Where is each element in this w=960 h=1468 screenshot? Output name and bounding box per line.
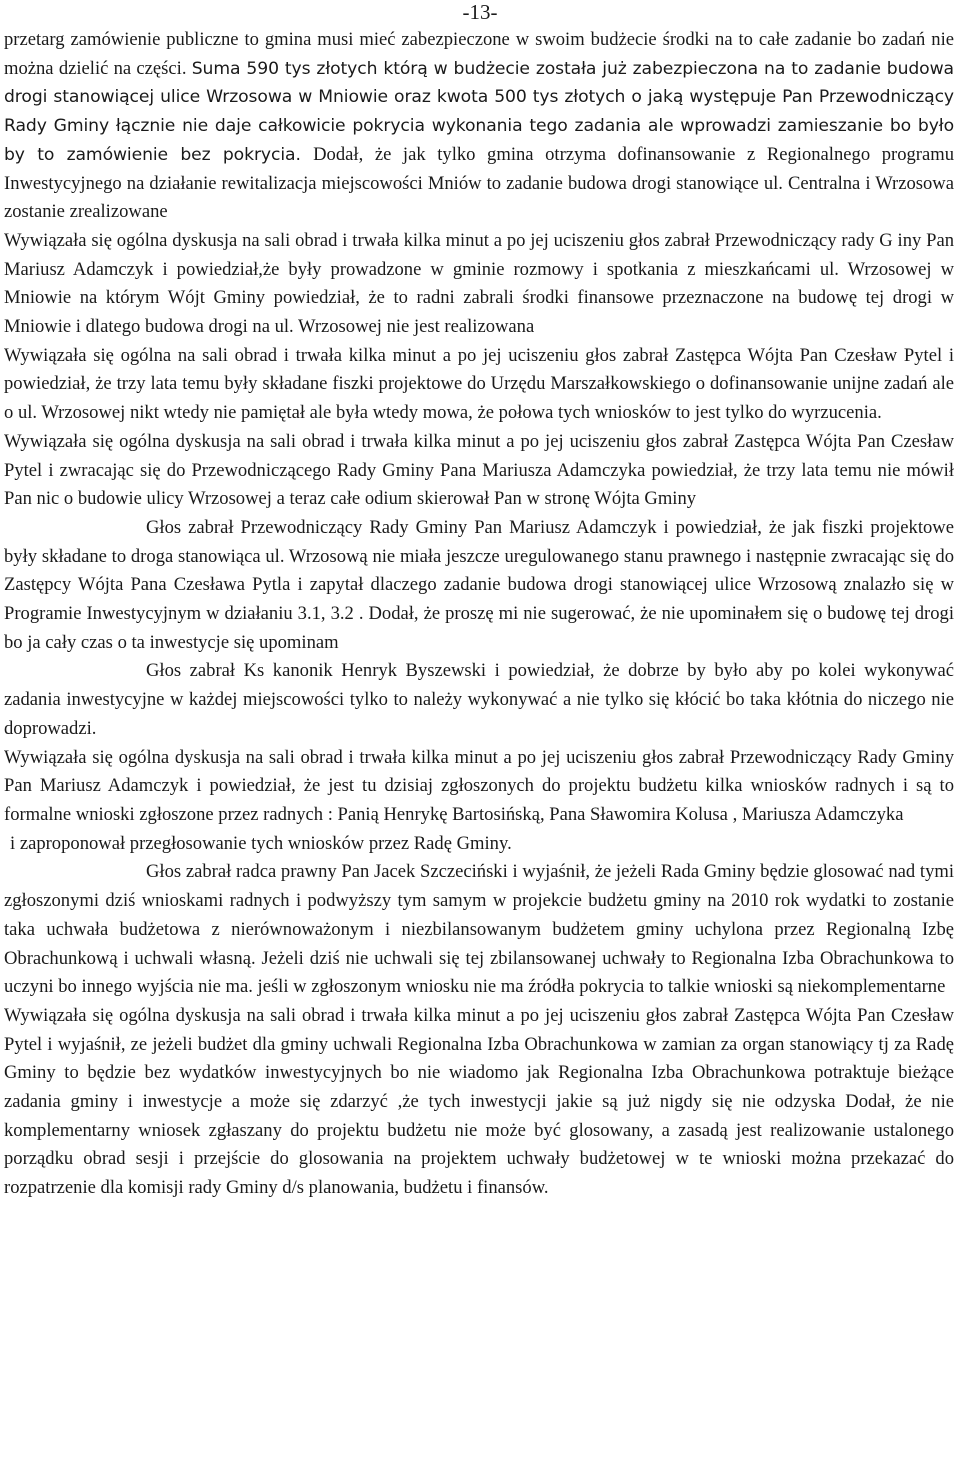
paragraph-text: Wywiązała się ogólna na sali obrad i trwała kilka minut a po jej uciszeniu głos zabrał Zastępca Wójta Pan Czesław Pytel i powiedział, że trzy lata temu były składane fiszki projektowe do Urzędu Marszałkowskiego o dofinansowanie unijne zadań ale o ul. Wrzosowej nikt wtedy nie pamiętał ale była wtedy mowa, że połowa tych wniosków to jest tylko do wyrzucenia. [4,344,954,424]
paragraph [4,227,954,342]
paragraph [4,657,954,743]
paragraph [4,428,954,514]
paragraph-text: Głos zabrał radca prawny Pan Jacek Szczeciński i wyjaśnił, że jeżeli Rada Gminy będzie glosować nad tymi zgłoszonymi dziś wnioskami radnych i podwyższy tym samym w projekcie budżetu gminy na 2010 rok wydatki to zostanie taka uchwała budżetowa z nierównoważonym i niezbilansowanym budżetem gminy uchylona przez Regionalną Izbę Obrachunkową i uchwali własną. Jeżeli dziś nie uchwali się tej zbilansowanej uchwały to Regionalna Izba Obrachunkowa to uczyni bo innego wyjścia nie ma. jeśli w zgłoszonym wniosku nie ma źródła pokrycia to talkie wnioski są niekomplementarne [4,861,954,998]
paragraph-text: Suma 590 tys złotych którą w budżecie została już zabezpieczona na to zadanie budowa drogi stanowiącej ulice Wrzosowa w Mniowie oraz kwota 500 tys złotych o jaką występuje Pan Przewodniczący Rady Gminy łącznie nie daje całkowicie pokrycia wykonania tego zadania ale wprowadzi zamieszanie bo było by to zamówienie bez pokrycia. [4,58,954,165]
paragraph [4,744,954,830]
paragraph-text: Głos zabrał Przewodniczący Rady Gminy Pan Mariusz Adamczyk i powiedział, że jak fiszki projektowe były składane to droga stanowiąca ul. Wrzosową nie miała jeszcze uregulowanego stanu prawnego i następnie zwracając się do Zastępcy Wójta Pana Czesława Pytla i zapytał dlaczego zadanie budowa drogi stanowiącej ulice Wrzosową znalazło się w Programie Inwestycyjnym w działaniu 3.1, 3.2 . Dodał, że proszę mi nie sugerować, że nie upominałem się o budowę tej drogi bo ja cały czas o ta inwestycje się upominam [4,516,954,653]
paragraph-text: przetarg zamówienie publiczne to gmina musi mieć zabezpieczone w swoim budżecie środki na to całe zadanie bo zadań nie można dzielić na części. [4,29,954,79]
paragraph-text: Głos zabrał Ks kanonik Henryk Byszewski i powiedział, że dobrze by było aby po kolei wykonywać zadania inwestycyjne w każdej miejscowości tylko to należy wykonywać a nie tylko się kłócić bo taka kłótnia do niczego nie doprowadzi. [4,660,954,739]
paragraph [4,830,954,859]
paragraph-text: i zaproponował przegłosowanie tych wniosków przez Radę Gminy. [10,832,512,854]
paragraph-text: Wywiązała się ogólna dyskusja na sali obrad i trwała kilka minut a po jej uciszeniu głos zabrał Przewodniczący Rady Gminy Pan Mariusz Adamczyk i powiedział, że jest tu dzisiaj zgłoszonych do projektu budżetu kilka wniosków radnych i są to formalne wnioski zgłoszone przez radnych : Panią Henrykę Bartosińską, Pana Sławomira Kolusa , Mariusza Adamczyka [4,746,954,825]
paragraph [4,342,954,428]
paragraph [4,26,954,227]
page-number: -13- [462,0,498,24]
paragraph [4,514,954,658]
paragraph-text: Wywiązała się ogólna dyskusja na sali obrad i trwała kilka minut a po jej uciszeniu głos zabrał Zastępca Wójta Pan Czesław Pytel i wyjaśnił, ze jeżeli budżet dla gminy uchwali Regionalna Izba Obrachunkowa w zamian za organ stanowiący tj za Radę Gminy to będzie bez wydatków inwestycyjnych bo nie wiadomo jak Regionalna Izba Obrachunkowa potraktuje bieżące zadania gminy i inwestycje a może się zdarzyć ,że tych inwestycji jakie są już nigdy się nie odzyska Dodał, że nie komplementarny wniosek zgłaszany do projektu budżetu nie może być glosowany, a zasadą jest realizowanie ustalonego porządku obrad sesji i przejście do glosowania na projektem uchwały budżetowej w te wnioski można przekazać do rozpatrzenie dla komisji rady Gminy d/s planowania, budżetu i finansów. [4,1004,954,1199]
paragraph-text: Dodał, że jak tylko gmina otrzyma dofinansowanie z Regionalnego programu Inwestycyjnego na działanie rewitalizacja miejscowości Mniów to zadanie budowa drogi stanowiące ul. Centralna i Wrzosowa zostanie zrealizowane [4,143,954,223]
document-body [4,26,954,1203]
paragraph-text: Wywiązała się ogólna dyskusja na sali obrad i trwała kilka minut a po jej uciszeniu głos zabrał Przewodniczący rady G iny Pan Mariusz Adamczyk i powiedział,że były prowadzone w gminie rozmowy i spotkania z mieszkańcami ul. Wrzosowej w Mniowie na którym Wójt Gminy powiedział, że to radni zabrali środki finansowe przeznaczone na budowę tej drogi w Mniowie i dlatego budowa drogi na ul. Wrzosowej nie jest realizowana [4,229,954,338]
paragraph [4,858,954,1002]
paragraph [4,1002,954,1203]
paragraph-text: Wywiązała się ogólna dyskusja na sali obrad i trwała kilka minut a po jej uciszeniu głos zabrał Zastępca Wójta Pan Czesław Pytel i zwracając się do Przewodniczącego Rady Gminy Pana Mariusza Adamczyka powiedział, że trzy lata temu nie mówił Pan nic o budowie ulicy Wrzosowej a teraz całe odium skierował Pan w stronę Wójta Gminy [4,430,954,510]
